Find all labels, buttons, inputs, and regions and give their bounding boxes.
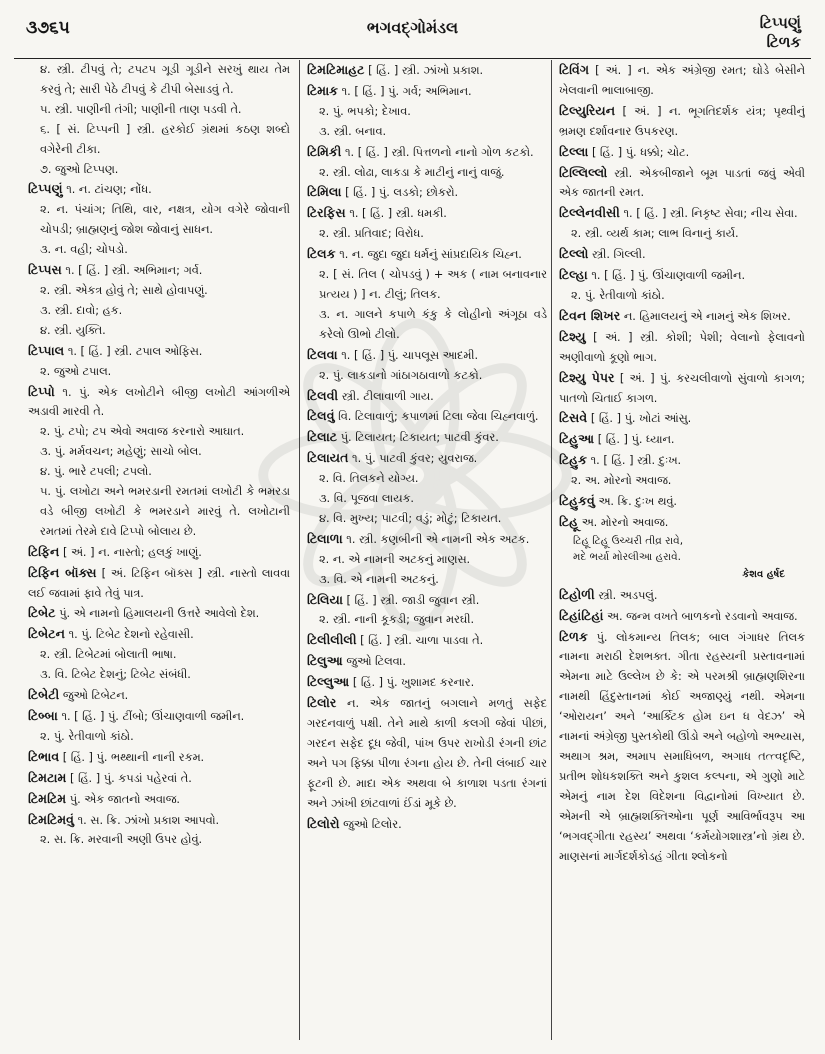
definition-text: પું. એક જાતનો અવાજ.	[69, 792, 181, 806]
headword: ટિલ્લિલ્લો	[559, 164, 608, 180]
dictionary-entry	[28, 685, 290, 706]
headword: ટિબેટી	[28, 687, 60, 703]
headword: ટિલાયત	[307, 450, 349, 466]
dictionary-entry	[559, 606, 805, 627]
headword: ટિહુઆ	[559, 431, 595, 447]
headword: ટિલવું	[307, 408, 335, 424]
entry-sense	[28, 120, 290, 160]
definition-text: ન. હિમાલયનું એ નામનું એક શિખર.	[623, 309, 791, 323]
guide-word-first: ટિપ્પણું	[759, 14, 801, 32]
definition-text: ૨. સ્ત્રી. ટિબેટમાં બોલાતી ભાષા.	[40, 648, 177, 662]
dictionary-entry	[559, 306, 805, 327]
entry-sense	[307, 102, 547, 122]
definition-text: ૩. વિ. પૂજવા લાયક.	[319, 492, 415, 506]
definition-text: સ્ત્રી. એકબીજાને બૂમ પાડતાં જવું એવી એક જાતની રમત.	[559, 166, 805, 200]
definition-text: [ અં. ] ન. ભૂગતિદર્શક યંત્ર; પૃથ્વીનું ભ્રમણ દર્શાવનાર ઉપકરણ.	[559, 104, 805, 138]
headword: ટિહાંટિહાં	[559, 607, 604, 623]
definition-text: ૩. સ્ત્રી. બનાવ.	[319, 124, 387, 138]
headword: ટિબેટન	[28, 626, 66, 642]
header-rule	[14, 58, 811, 59]
dictionary-entry	[559, 512, 805, 533]
dictionary-entry	[307, 81, 547, 102]
dictionary-entry	[28, 624, 290, 645]
definition-text: ૨. સ્ત્રી. પ્રતિવાદ; વિરોધ.	[319, 227, 424, 241]
guide-word-last: ટિળક	[766, 33, 801, 51]
headword: ટિબેટ	[28, 605, 56, 621]
definition-text: [ હિં. ] સ્ત્રી. ઝાંખો પ્રકાશ.	[368, 64, 484, 77]
dictionary-entry	[307, 448, 547, 469]
dictionary-entry	[28, 260, 290, 281]
entry-sense	[28, 482, 290, 542]
entry-sense	[28, 100, 290, 120]
dictionary-entry	[559, 203, 805, 224]
dictionary-entry	[559, 163, 805, 204]
definition-text: ૧. સ્ત્રી. કણબીની એ નામની એક અટક.	[346, 532, 530, 546]
headword: ટિલ્લુઆ	[307, 674, 350, 690]
headword: ટિલક	[307, 246, 336, 262]
definition-text: ૫. પું. લખોટા અને ભમરડાની રમતમાં લખોટી કે ભમરડા વડે બીજી લખોટી કે ભમરડાને મારવું તે. લખોટાની રમતમાં તેરમે દાવે ટિપ્પો બોલાય છે.	[40, 485, 290, 538]
headword: ટિપ્પણું	[28, 181, 63, 197]
definition-text: ૨. [ સં. તિલ ( ચોપડવું ) + અક ( નામ બનાવનાર પ્રત્યય ) ] ન. ટીલું; તિલક.	[319, 268, 547, 301]
dictionary-entry	[307, 630, 547, 651]
definition-text: ૨. પું. રેતીવાળો કાંઠો.	[571, 288, 665, 302]
dictionary-entry	[559, 585, 805, 606]
definition-text: ૩. વિ. ટિબેટ દેશનું; ટિબેટ સંબંધી.	[40, 668, 191, 682]
column-right	[559, 60, 805, 1040]
definition-text: ૧. સ. ક્રિ. ઝાંખો પ્રકાશ આપવો.	[77, 813, 220, 827]
definition-text: ૩. સ્ત્રી. દાવો; હક.	[40, 303, 123, 317]
definition-text: ૨. સ્ત્રી. વ્યર્થ કામ; લાભ વિનાનું કાર્ય.	[571, 227, 739, 241]
headword: ટિમટામ	[28, 769, 67, 785]
entry-sense	[559, 224, 805, 244]
dictionary-entry	[307, 60, 547, 81]
entry-sense	[307, 366, 547, 386]
dictionary-entry	[28, 706, 290, 727]
page-header	[14, 6, 811, 56]
definition-text: ૬. [ સં. ટિપ્પની ] સ્ત્રી. હરકોઈ ગ્રંથમાં કઠણ શબ્દો વગેરેની ટીકા.	[40, 122, 290, 156]
definition-text: [ હિં. ] પું. ભથ્થાની નાની રકમ.	[62, 750, 205, 764]
definition-text: ૩. ન. ગાલને કપાળે કંકુ કે લોહીનો અંગૂઠા વડે કરેલો ઊભો ટીલો.	[319, 307, 547, 341]
dictionary-entry	[28, 810, 290, 831]
headword: ટિવિંગ	[559, 62, 590, 77]
definition-text: ૨. સ્ત્રી. એકત્ર હોવું તે; સાથે હોવાપણું.	[40, 283, 208, 297]
headword: ટિફિન બૉક્સ	[28, 564, 97, 580]
page-title: ભગવદ્ગોમંડલ	[366, 18, 459, 37]
entry-sense	[307, 489, 547, 509]
entry-sense	[28, 281, 290, 301]
entry-sense	[28, 665, 290, 685]
definition-text: અ. જન્મ વખતે બાળકનો રડવાનો અવાજ.	[607, 609, 798, 623]
definition-text: ૨. પું. ભપકો; દેખાવ.	[319, 104, 411, 118]
headword: ટિમાક	[307, 82, 339, 98]
entry-sense	[28, 321, 290, 341]
entry-sense	[28, 462, 290, 482]
headword: ટિહુક	[559, 452, 588, 468]
definition-text: ૫. સ્ત્રી. પાણીની તંગી; પાણીની તાણ પડવી તે.	[40, 102, 242, 116]
entry-sense	[28, 200, 290, 240]
entry-sense	[307, 550, 547, 570]
definition-text: ૪. સ્ત્રી. ટીપવું તે; ટપટપ ગૂડી ગૂડીને સરખું થાય તેમ કરવું તે; સારી પેઠે ટીપવું કે ટીપી બેસાડવું તે.	[40, 63, 290, 96]
definition-text: સ્ત્રી. અડપલું.	[598, 588, 658, 602]
definition-text: ૨. પું. ટપો; ટપ એવો અવાજ કરનારો આઘાત.	[40, 425, 245, 439]
definition-text: ૨. સ. ક્રિ. મરવાની અણી ઉપર હોવું.	[40, 833, 203, 847]
definition-text: ૧. [ હિં. ] પું. ઊંચાણવાળી જમીન.	[591, 269, 746, 283]
definition-text: જુઓ ટિલોર.	[343, 817, 402, 831]
dictionary-entry	[559, 142, 805, 163]
guide-words	[760, 14, 801, 52]
definition-text: ૧. [ હિં. ] સ્ત્રી. ધમકી.	[349, 207, 447, 221]
definition-text: ૧. [ હિં. ] પું. ચાપલૂસ આદમી.	[341, 348, 479, 362]
headword: ટિલ્લો	[559, 246, 589, 262]
definition-text: [ હિં. ] પું. લડકો; છોકરો.	[345, 186, 459, 200]
definition-text: ૧. [ હિં. ] સ્ત્રી. નિકૃષ્ટ સેવા; નીચ સેવા.	[623, 207, 798, 221]
entry-sense	[559, 471, 805, 491]
dictionary-entry	[559, 368, 805, 409]
dictionary-entry	[307, 203, 547, 224]
definition-text: ૩. વિ. એ નામની અટકનું.	[319, 572, 439, 586]
headword: ટિમટિમવું	[28, 811, 74, 827]
headword: ટિલ્લા	[559, 143, 589, 159]
column-left	[28, 60, 290, 1040]
definition-text: ૧. પું. ટિબેટ દેશનો રહેવાસી.	[68, 628, 194, 642]
headword: ટિમિકી	[307, 143, 342, 159]
headword: ટિપ્પાલ	[28, 342, 65, 358]
definition-text: ૨. સ્ત્રી. લોઢા, લાકડા કે માટીનું નાનું વાજું.	[319, 165, 505, 179]
definition-text: ૨. પું. રેતીવાળો કાંઠો.	[40, 729, 134, 743]
definition-text: [ હિં. ] સ્ત્રી. જાડી જુવાન સ્ત્રી.	[346, 593, 480, 607]
headword: ટિલાટ	[307, 429, 338, 445]
dictionary-entry	[559, 244, 805, 265]
headword: ટિલ્યુરિયન	[559, 102, 616, 118]
headword: ટિમિલા	[307, 184, 342, 200]
entry-sense	[28, 442, 290, 462]
definition-text: અ. ક્રિ. દુઃખ થવું.	[598, 495, 678, 509]
entry-sense	[28, 160, 290, 180]
dictionary-entry	[307, 814, 547, 835]
dictionary-entry	[307, 590, 547, 611]
entry-sense	[307, 570, 547, 590]
dictionary-entry	[559, 408, 805, 429]
dictionary-entry	[307, 345, 547, 366]
dictionary-entry	[307, 386, 547, 407]
definition-text: પું. લોકમાન્ય તિલક; બાલ ગંગાધર તિલક નામના મરાઠી દેશભક્ત. ગીતા રહસ્યની પ્રસ્તાવનામાં એમના માટે ઉલ્લેખ છે કે: એ પરમશ્રી બ્રાહ્મણશિરના નામથી હિંદુસ્તાનમાં કોઈ અજાણ્યું નથી. એમના ‘ઓરાયન’ અને ‘આર્ક્ટિક હોમ ઇન ધ વેદઝ’ એ નામનાં અંગ્રેજી પુસ્તકોથી ઊંડો અને બહોળો અભ્યાસ, અથાગ શ્રમ, અમાપ સમાધિબળ, અગાધ તત્ત્વદૃષ્ટિ, પ્રતીભ શોધકશક્તિ અને કુશલ કલ્પના, એ ગુણો માટે એમનું નામ દેશ વિદેશના વિદ્વાનોમાં વિખ્યાત છે. એમની એ બ્રાહ્મશક્તિઓના પૂર્ણ આવિર્ભાવરૂપ આ ‘ભગવદ્ગીતા રહસ્ય’ અથવા ‘કર્મયોગશાસ્ત્ર’નો ગ્રંથ છે. માણસનાં માર્ગદર્શકોડહં ગીતા શ્લોકનો	[559, 630, 805, 863]
dictionary-entry	[307, 406, 547, 427]
dictionary-entry	[307, 182, 547, 203]
definition-text: [ હિં. ] પું. ધક્કો; ચોટ.	[591, 145, 690, 159]
definition-text: સ્ત્રી. ટીલાવાળી ગાય.	[341, 389, 434, 403]
entry-sense	[28, 60, 290, 100]
entry-sense	[28, 727, 290, 747]
dictionary-entry	[28, 603, 290, 624]
definition-text: ૩. ન. વહી; ચોપડો.	[40, 243, 128, 257]
dictionary-entry	[559, 429, 805, 450]
dictionary-entry	[307, 529, 547, 550]
definition-text: [ હિં. ] પું. ખોટાં આંસુ.	[590, 412, 692, 426]
headword: ટિફિન	[28, 543, 60, 559]
dictionary-entry	[28, 382, 290, 423]
definition-text: અ. મોરનો અવાજ.	[581, 515, 669, 529]
dictionary-entry	[28, 768, 290, 789]
definition-text: ૨. ન. પંચાંગ; તિથિ, વાર, નક્ષત્ર, યોગ વગેરે જોવાની ચોપડી; બ્રાહ્મણનું જોશ જોવાનું સાધન.	[40, 203, 290, 237]
verse-line: ટિહૂ ટિહૂ ઉચ્ચરી તીવ્ર રાવે,	[573, 534, 684, 547]
definition-text: ૩. પું. મર્મવચન; મહેણું; સાચો બોલ.	[40, 445, 202, 459]
definition-text: ૪. પું. ભારે ટપલી; ટપલો.	[40, 465, 152, 479]
headword: ટિસવે	[559, 410, 588, 426]
entry-sense	[28, 830, 290, 850]
definition-text: ૨. જુઓ ટપાલ.	[40, 364, 112, 378]
entry-sense	[307, 469, 547, 489]
definition-text: જુઓ ટિલવા.	[346, 655, 407, 669]
definition-text: [ હિં. ] પું. ખુશામદ કરનાર.	[352, 676, 475, 690]
entry-sense	[307, 610, 547, 630]
definition-text: પું. ટિલાયત; ટિકાયત; પાટવી કુંવર.	[340, 431, 499, 445]
definition-text: ૧. [ હિં. ] સ્ત્રી. દુઃખ.	[590, 454, 682, 468]
verse-line: મદે ભર્યા મોરલીઆ હરાવે.	[573, 550, 681, 563]
headword: ટિલિયા	[307, 591, 343, 607]
headword: ટિલવા	[307, 346, 338, 362]
dictionary-entry	[28, 179, 290, 200]
definition-text: ૨. અ. મોરનો અવાજ.	[571, 474, 672, 488]
dictionary-entry	[307, 142, 547, 163]
definition-text: ૧. ન. જુદા જુદા ધર્મનું સાંપ્રદાયિક ચિહ્ન.	[339, 248, 522, 262]
headword: ટિલુઆ	[307, 653, 343, 669]
definition-text: જુઓ ટિબેટન.	[62, 689, 129, 703]
definition-text: [ અં. ] ન. નાસ્તો; હલકું ખાણું.	[63, 545, 202, 559]
headword: ટિલ્હા	[559, 267, 588, 283]
definition-text: ૨. વિ. તિલકને યોગ્ય.	[319, 472, 419, 486]
dictionary-entry	[28, 789, 290, 810]
entry-sense	[307, 224, 547, 244]
headword: ટિમટિમ	[28, 790, 67, 806]
dictionary-entry	[559, 60, 805, 101]
definition-text: ૧. [ હિં. ] પું. ગર્વ; અભિમાન.	[341, 84, 472, 98]
definition-text: વિ. ટિલાવાળું; કપાળમાં ટિલા જેવા ચિહ્નવાળું.	[338, 410, 539, 424]
definition-text: [ હિં. ] સ્ત્રી. ચાળા પાડવા તે.	[360, 634, 484, 648]
headword: ટિમટિમાહટ	[307, 62, 365, 77]
definition-text: [ હિં. ] પું. ધ્યાન.	[597, 433, 675, 447]
headword: ટિવન શિખર	[559, 307, 621, 323]
headword: ટિરફિસ	[307, 205, 346, 221]
dictionary-entry	[307, 244, 547, 265]
column-divider	[551, 60, 552, 1040]
dictionary-entry	[307, 651, 547, 672]
headword: ટિશ્યુ	[559, 328, 586, 344]
headword: ટિલોરો	[307, 815, 340, 831]
headword: ટિહોળી	[559, 586, 595, 602]
entry-sense	[307, 122, 547, 142]
definition-text: ૪. વિ. મુખ્ય; પાટવી; વડું; મોટું; ટિકાયત.	[319, 511, 502, 525]
definition-text: ૧. [ હિં. ] પું. ટીંબો; ઊંચાણવાળી જમીન.	[61, 710, 245, 723]
headword: ટિલીલીલી	[307, 632, 357, 648]
headword: ટિહુકવું	[559, 493, 595, 509]
headword: ટિહૂ	[559, 513, 579, 529]
column-middle	[307, 60, 547, 1040]
definition-text: ૪. સ્ત્રી. યુક્તિ.	[40, 323, 106, 337]
headword: ટિબ્બા	[28, 708, 58, 723]
entry-sense	[28, 362, 290, 382]
definition-text: [ અં. ] પું. કરચલીવાળો સુંવાળો કાગળ; પાતળો ચિતાઈ કાગળ.	[559, 371, 805, 405]
dictionary-entry	[307, 693, 547, 813]
definition-text: ન. એક જાતનું બગલાને મળતું સફેદ ગરદનવાળું પક્ષી. તેને માથે કાળી કલગી જેવાં પીછાં, ગરદન સફેદ દૂધ જેવી, પાંખ ઉપર રાખોડી રંગની છાંટ અને પગ ફિક્કા પીળા રંગના હોય છે. તેની લંબાઈ ચાર ફૂટની છે. માદા એક અથવા બે કાળાશ પડતા રંગનાં અને ઝાંખી છાંટવાળાં ઈંડાં મૂકે છે.	[307, 697, 547, 810]
definition-text: [ હિં. ] પું. કપડાં પહેરવાં તે.	[69, 771, 192, 785]
entry-sense	[307, 509, 547, 529]
dictionary-entry	[559, 265, 805, 286]
definition-text: ૨. સ્ત્રી. નાની કૂકડી; જુવાન મરઘી.	[319, 613, 475, 627]
definition-text: સ્ત્રી. ગિલ્લી.	[592, 248, 646, 262]
entry-sense	[28, 645, 290, 665]
definition-text: ૨. પું. લાકડાનો ગાંઠાગઠાવાળો કટકો.	[319, 368, 483, 382]
definition-text: ૧. પું. એક લખોટીને બીજી લખોટી આંગળીએ અડાવી મારવી તે.	[28, 385, 290, 419]
definition-text: [ અં. ] સ્ત્રી. કોશી; પેશી; વેલાનો ફેલાવનો અણીવાળો કૂણો ભાગ.	[559, 330, 805, 364]
definition-text: [ અં. ] ન. એક અંગ્રેજી રમત; ઘોડે બેસીને ખેલવાની ભાલાબાજી.	[559, 64, 805, 97]
headword: ટિળક	[559, 628, 588, 644]
headword: ટિપ્પસ	[28, 262, 62, 278]
definition-text: ૧. [ હિં. ] સ્ત્રી. ટપાલ ઓફિસ.	[67, 344, 203, 358]
headword: ટિલવી	[307, 387, 339, 403]
entry-sense	[307, 305, 547, 345]
dictionary-entry	[559, 627, 805, 867]
headword: ટિલાળા	[307, 530, 343, 546]
dictionary-entry	[559, 327, 805, 368]
definition-text: પું. એ નામનો હિમાલયની ઉત્તરે આવેલો દેશ.	[59, 607, 260, 621]
dictionary-entry	[28, 542, 290, 563]
entry-sense	[307, 163, 547, 183]
dictionary-entry	[559, 450, 805, 471]
headword: ટિશ્યુ પેપર	[559, 369, 615, 385]
definition-text: ૭. જુઓ ટિપ્પણ.	[40, 162, 119, 176]
headword: ટિપ્પો	[28, 383, 55, 399]
entry-sense	[307, 265, 547, 305]
definition-text: ૧. [ હિં. ] સ્ત્રી. અભિમાન; ગર્વ.	[65, 264, 203, 278]
headword: ટિભાવ	[28, 748, 60, 764]
definition-text: [ અં. ટિફિન બૉક્સ ] સ્ત્રી. નાસ્તો લાવવા લઈ જવામાં ફાવે તેવું પાત્ર.	[28, 566, 290, 600]
entry-sense	[28, 301, 290, 321]
headword: ટિલોર	[307, 695, 337, 711]
definition-text: ૧. પું. પાટવી કુંવર; યુવરાજ.	[352, 452, 478, 466]
column-divider	[299, 60, 300, 1040]
entry-sense	[559, 286, 805, 306]
entry-sense	[28, 422, 290, 442]
definition-text: ૨. ન. એ નામની અટકનું માણસ.	[319, 552, 471, 566]
dictionary-entry	[559, 101, 805, 142]
dictionary-entry	[28, 563, 290, 604]
definition-text: ૧. ન. ટાંચણ; નોંધ.	[66, 183, 152, 197]
page-number: ૩૭૬૫	[26, 18, 70, 38]
dictionary-entry	[559, 491, 805, 512]
entry-sense	[28, 240, 290, 260]
quote-attribution: કેશવ હર્ષદ	[742, 568, 785, 580]
dictionary-entry	[307, 427, 547, 448]
dictionary-entry	[28, 747, 290, 768]
definition-text: ૧. [ હિં. ] સ્ત્રી. પિત્તળનો નાનો ગોળ કટકો.	[345, 145, 534, 159]
dictionary-entry	[28, 341, 290, 362]
headword: ટિલ્લેનવીસી	[559, 205, 620, 221]
dictionary-entry	[307, 672, 547, 693]
